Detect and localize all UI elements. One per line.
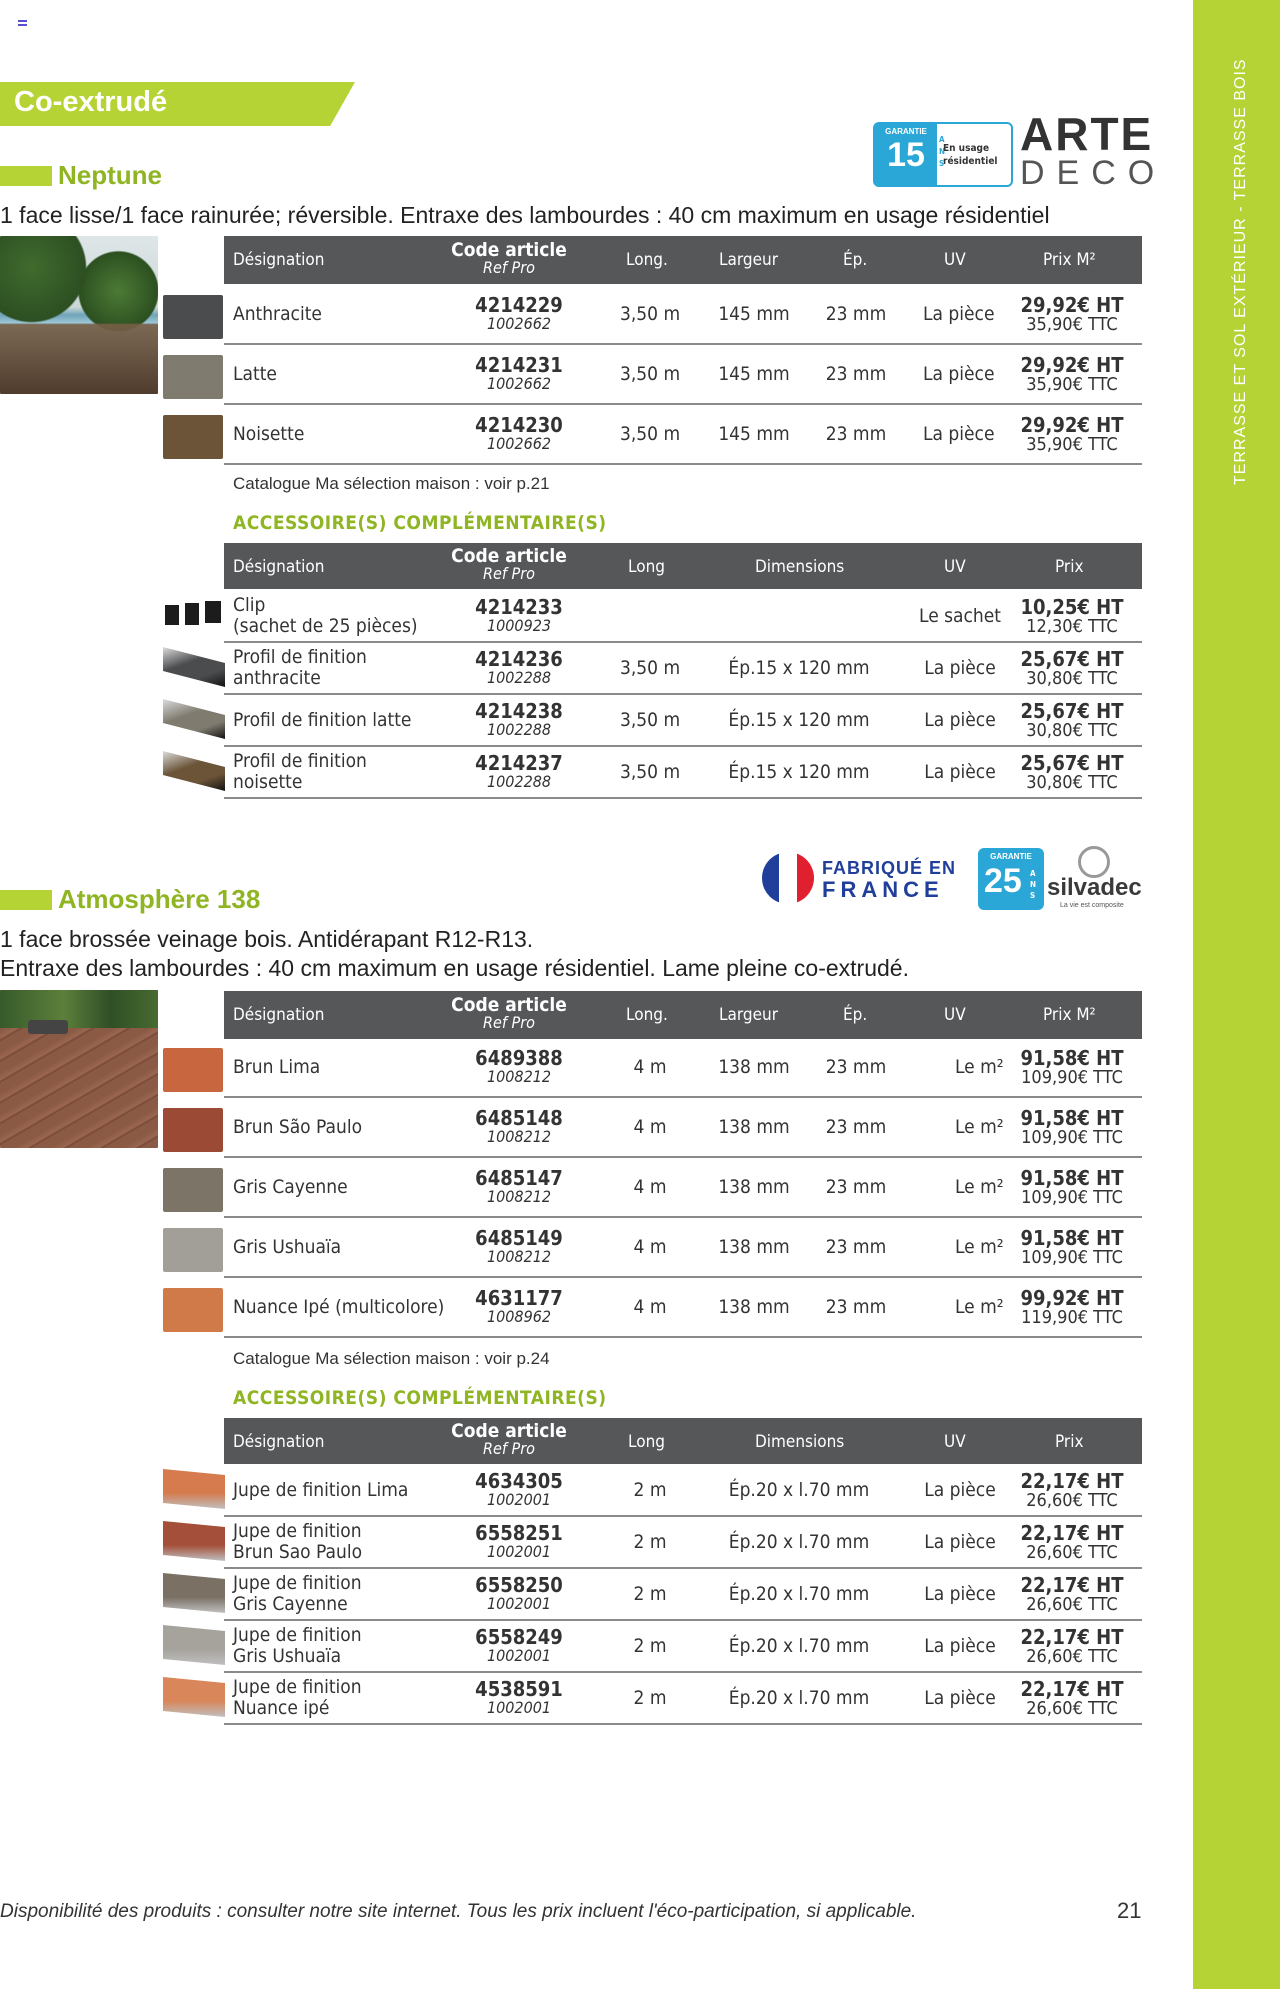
- atmosphere-marker: [0, 890, 52, 910]
- unit-value: Le m²: [955, 1236, 1004, 1258]
- unit-value: Le m²: [955, 1296, 1004, 1318]
- length-value: 4 m: [633, 1296, 667, 1318]
- product-code: [464, 1226, 574, 1266]
- price: [1012, 293, 1132, 335]
- code-number: 4214236: [475, 647, 563, 671]
- code-number: 4214233: [475, 595, 563, 619]
- code-number: 6485148: [475, 1106, 563, 1130]
- footer-disclaimer: Disponibilité des produits : consulter notre site internet. Tous les prix incluent l'éco-participation, si applicable.: [0, 1901, 917, 1922]
- length-value: 3,50 m: [620, 423, 681, 445]
- color-swatch: [163, 1048, 223, 1092]
- length-value: 2 m: [633, 1687, 667, 1709]
- width-value: 145 mm: [718, 423, 790, 445]
- price-ht: 99,92€ HT: [1020, 1286, 1124, 1310]
- price-ht: 29,92€ HT: [1020, 293, 1124, 317]
- length-value: 3,50 m: [620, 709, 681, 731]
- length-value: 2 m: [633, 1635, 667, 1657]
- acc-col-uv: UV: [944, 557, 966, 577]
- product-name: Latte: [233, 363, 277, 385]
- ref-pro: 1002001: [486, 1646, 552, 1665]
- acc-col-designation: Désignation: [233, 1432, 325, 1452]
- price: [1012, 647, 1132, 689]
- dimensions-value: Ép.20 x l.70 mm: [728, 1635, 870, 1657]
- code-number: 6485149: [475, 1226, 563, 1250]
- color-swatch: [163, 355, 223, 399]
- col-designation: Désignation: [233, 250, 325, 270]
- price-ttc: 35,90€ TTC: [1026, 314, 1118, 335]
- width-value: 138 mm: [718, 1296, 790, 1318]
- col-prix: Prix M²: [1043, 250, 1096, 270]
- code-number: 6558250: [475, 1573, 563, 1597]
- product-name-line2: anthracite: [233, 667, 321, 689]
- skirting-swatch: [163, 1521, 225, 1561]
- code-number: 4214231: [475, 353, 563, 377]
- price-ht: 91,58€ HT: [1020, 1046, 1124, 1070]
- ref-pro: 1002288: [486, 668, 552, 687]
- thickness-value: 23 mm: [825, 1116, 887, 1138]
- product-code: [464, 1106, 574, 1146]
- atmosphere-photo: [0, 990, 158, 1148]
- price-ht: 91,58€ HT: [1020, 1166, 1124, 1190]
- code-number: 4538591: [475, 1677, 563, 1701]
- product-code: [464, 1046, 574, 1086]
- color-swatch: [163, 1168, 223, 1212]
- neptune-acc-header: [224, 543, 1142, 589]
- price-ht: 22,17€ HT: [1020, 1625, 1124, 1649]
- made-in-france-logo: FABRIQUÉ EN FRANCE: [822, 858, 957, 902]
- length-value: 3,50 m: [620, 657, 681, 679]
- thickness-value: 23 mm: [825, 363, 887, 385]
- skirting-swatch: [163, 1677, 225, 1717]
- product-name-line2: Nuance ipé: [233, 1697, 330, 1719]
- col-ep: Ép.: [843, 250, 868, 270]
- product-name: Gris Cayenne: [233, 1176, 348, 1198]
- thickness-value: 23 mm: [825, 303, 887, 325]
- ref-pro: 1002662: [486, 434, 552, 453]
- ref-pro: 1002001: [486, 1698, 552, 1717]
- unit-value: La pièce: [924, 1635, 996, 1657]
- skirting-swatch: [163, 1625, 225, 1665]
- product-code: [464, 1521, 574, 1561]
- length-value: 3,50 m: [620, 363, 681, 385]
- length-value: 2 m: [633, 1583, 667, 1605]
- length-value: 4 m: [633, 1176, 667, 1198]
- code-number: 4214237: [475, 751, 563, 775]
- acc-col-prix: Prix: [1055, 557, 1084, 577]
- atmosphere-accessories-title: ACCESSOIRE(S) COMPLÉMENTAIRE(S): [233, 1387, 607, 1409]
- product-name-line1: Jupe de finition: [233, 1572, 362, 1594]
- neptune-description: 1 face lisse/1 face rainurée; réversible. Entraxe des lambourdes : 40 cm maximum en usage résidentiel: [0, 202, 1050, 228]
- width-value: 138 mm: [718, 1236, 790, 1258]
- price: [1012, 1226, 1132, 1268]
- code-number: 4214238: [475, 699, 563, 723]
- product-code: [464, 699, 574, 739]
- ref-pro: 1002001: [486, 1594, 552, 1613]
- ref-pro: 1002288: [486, 720, 552, 739]
- dimensions-value: Ép.15 x 120 mm: [728, 761, 870, 783]
- unit-value: La pièce: [924, 709, 996, 731]
- price-ht: 22,17€ HT: [1020, 1469, 1124, 1493]
- price-ht: 25,67€ HT: [1020, 699, 1124, 723]
- price-ht: 29,92€ HT: [1020, 353, 1124, 377]
- thickness-value: 23 mm: [825, 1236, 887, 1258]
- product-name-line2: Gris Ushuaïa: [233, 1645, 342, 1667]
- thickness-value: 23 mm: [825, 1056, 887, 1078]
- price: [1012, 1106, 1132, 1148]
- silvadec-logo: silvadec: [1047, 874, 1142, 901]
- price-ht: 91,58€ HT: [1020, 1226, 1124, 1250]
- price-ht: 22,17€ HT: [1020, 1677, 1124, 1701]
- acc-col-code: Code article Ref Pro: [451, 1420, 567, 1458]
- neptune-photo: [0, 236, 158, 394]
- price-ttc: 26,60€ TTC: [1026, 1594, 1118, 1615]
- ref-pro: 1008212: [486, 1187, 552, 1206]
- page-number: 21: [1117, 1898, 1142, 1923]
- color-swatch: [163, 1228, 223, 1272]
- product-code: [464, 1166, 574, 1206]
- neptune-title: Neptune: [58, 160, 162, 190]
- neptune-marker: [0, 166, 52, 186]
- acc-col-long: Long: [628, 1432, 665, 1452]
- product-code: [464, 293, 574, 333]
- thickness-value: 23 mm: [825, 423, 887, 445]
- unit-value: Le m²: [955, 1116, 1004, 1138]
- atmosphere-title: Atmosphère 138: [58, 884, 261, 914]
- code-number: 4214230: [475, 413, 563, 437]
- menu-icon[interactable]: [18, 20, 27, 26]
- price: [1012, 353, 1132, 395]
- product-name-line2: (sachet de 25 pièces): [233, 615, 418, 637]
- price-ht: 25,67€ HT: [1020, 647, 1124, 671]
- product-name-line1: Profil de finition: [233, 646, 367, 668]
- unit-value: La pièce: [923, 303, 995, 325]
- france-flag-icon: [762, 852, 814, 904]
- price: [1012, 1625, 1132, 1667]
- code-number: 4634305: [475, 1469, 563, 1493]
- product-name: Jupe de finition Lima: [233, 1479, 409, 1501]
- price: [1012, 1286, 1132, 1328]
- price-ttc: 26,60€ TTC: [1026, 1490, 1118, 1511]
- ref-pro: 1002001: [486, 1542, 552, 1561]
- price-ht: 22,17€ HT: [1020, 1521, 1124, 1545]
- guarantee-15-logo: GARANTIE 15 A N S En usage résidentiel: [873, 122, 1013, 187]
- price-ttc: 26,60€ TTC: [1026, 1698, 1118, 1719]
- col-code: Code article Ref Pro: [451, 239, 567, 277]
- ref-pro: 1008962: [486, 1307, 552, 1326]
- atmosphere-description-2: Entraxe des lambourdes : 40 cm maximum en usage résidentiel. Lame pleine co-extrudé.: [0, 955, 909, 981]
- color-swatch: [163, 1288, 223, 1332]
- col-largeur: Largeur: [719, 1005, 778, 1025]
- unit-value: La pièce: [923, 363, 995, 385]
- col-ep: Ép.: [843, 1005, 868, 1025]
- profile-swatch: [163, 647, 225, 687]
- neptune-catalogue-note: Catalogue Ma sélection maison : voir p.21: [233, 474, 550, 493]
- width-value: 138 mm: [718, 1176, 790, 1198]
- code-number: 6485147: [475, 1166, 563, 1190]
- dimensions-value: Ép.15 x 120 mm: [728, 657, 870, 679]
- atmosphere-table-header: [224, 991, 1142, 1039]
- acc-col-dimensions: Dimensions: [755, 557, 845, 577]
- silvadec-tagline: La vie est composite: [1060, 902, 1124, 909]
- acc-col-code: Code article Ref Pro: [451, 545, 567, 583]
- product-code: [464, 1677, 574, 1717]
- price: [1012, 595, 1132, 637]
- neptune-accessories-title: ACCESSOIRE(S) COMPLÉMENTAIRE(S): [233, 512, 607, 534]
- color-swatch: [163, 1108, 223, 1152]
- table-row[interactable]: [224, 1158, 1142, 1218]
- ref-pro: 1002001: [486, 1490, 552, 1509]
- length-value: 2 m: [633, 1531, 667, 1553]
- price: [1012, 1521, 1132, 1563]
- thickness-value: 23 mm: [825, 1296, 887, 1318]
- ref-pro: 1000923: [486, 616, 552, 635]
- price: [1012, 751, 1132, 793]
- price-ht: 10,25€ HT: [1020, 595, 1124, 619]
- code-number: 6558251: [475, 1521, 563, 1545]
- product-name: Profil de finition latte: [233, 709, 412, 731]
- atmosphere-description-1: 1 face brossée veinage bois. Antidérapant R12-R13.: [0, 926, 534, 952]
- unit-value: La pièce: [924, 1687, 996, 1709]
- product-code: [464, 595, 574, 635]
- unit-value: La pièce: [924, 1531, 996, 1553]
- length-value: 2 m: [633, 1479, 667, 1501]
- arte-deco-logo: ARTE DECO: [1020, 108, 1167, 192]
- product-code: [464, 413, 574, 453]
- product-name-line2: Gris Cayenne: [233, 1593, 348, 1615]
- acc-col-uv: UV: [944, 1432, 966, 1452]
- product-code: [464, 1469, 574, 1509]
- product-name-line1: Profil de finition: [233, 750, 367, 772]
- unit-value: La pièce: [924, 761, 996, 783]
- col-uv: UV: [944, 250, 966, 270]
- price-ht: 22,17€ HT: [1020, 1573, 1124, 1597]
- col-long: Long.: [626, 1005, 668, 1025]
- product-code: [464, 1286, 574, 1326]
- price: [1012, 1677, 1132, 1719]
- price-ttc: 109,90€ TTC: [1021, 1067, 1123, 1088]
- length-value: 4 m: [633, 1116, 667, 1138]
- ref-pro: 1008212: [486, 1067, 552, 1086]
- ref-pro: 1002662: [486, 314, 552, 333]
- col-prix: Prix M²: [1043, 1005, 1096, 1025]
- table-row[interactable]: [224, 1218, 1142, 1278]
- product-name: Anthracite: [233, 303, 322, 325]
- code-number: 4214229: [475, 293, 563, 317]
- ref-pro: 1002662: [486, 374, 552, 393]
- col-code: Code article Ref Pro: [451, 994, 567, 1032]
- table-row[interactable]: [224, 345, 1142, 405]
- acc-col-prix: Prix: [1055, 1432, 1084, 1452]
- price-ttc: 109,90€ TTC: [1021, 1187, 1123, 1208]
- color-swatch: [163, 415, 223, 459]
- product-name-line1: Jupe de finition: [233, 1676, 362, 1698]
- atmosphere-catalogue-note: Catalogue Ma sélection maison : voir p.24: [233, 1349, 550, 1368]
- col-designation: Désignation: [233, 1005, 325, 1025]
- product-name-line2: noisette: [233, 771, 303, 793]
- product-code: [464, 353, 574, 393]
- price-ttc: 30,80€ TTC: [1026, 720, 1118, 741]
- skirting-swatch: [163, 1573, 225, 1613]
- side-category-text: TERRASSE ET SOL EXTÉRIEUR - TERRASSE BOIS: [1232, 58, 1249, 485]
- price-ht: 91,58€ HT: [1020, 1106, 1124, 1130]
- code-number: 6489388: [475, 1046, 563, 1070]
- product-code: [464, 751, 574, 791]
- width-value: 138 mm: [718, 1116, 790, 1138]
- clip-icon: [163, 599, 225, 639]
- price-ttc: 26,60€ TTC: [1026, 1646, 1118, 1667]
- unit-value: Le sachet: [919, 605, 1001, 627]
- profile-swatch: [163, 699, 225, 739]
- acc-col-long: Long: [628, 557, 665, 577]
- width-value: 145 mm: [718, 363, 790, 385]
- width-value: 145 mm: [718, 303, 790, 325]
- product-code: [464, 1625, 574, 1665]
- price: [1012, 413, 1132, 455]
- length-value: 3,50 m: [620, 303, 681, 325]
- product-code: [464, 1573, 574, 1613]
- price-ttc: 26,60€ TTC: [1026, 1542, 1118, 1563]
- thickness-value: 23 mm: [825, 1176, 887, 1198]
- length-value: 4 m: [633, 1056, 667, 1078]
- skirting-swatch: [163, 1469, 225, 1509]
- acc-col-dimensions: Dimensions: [755, 1432, 845, 1452]
- ref-pro: 1008212: [486, 1127, 552, 1146]
- unit-value: La pièce: [923, 423, 995, 445]
- unit-value: Le m²: [955, 1176, 1004, 1198]
- dimensions-value: Ép.20 x l.70 mm: [728, 1479, 870, 1501]
- price-ttc: 109,90€ TTC: [1021, 1127, 1123, 1148]
- neptune-table-header: [224, 236, 1142, 284]
- guarantee-25-logo: GARANTIE 25 A N S: [978, 848, 1044, 910]
- table-row[interactable]: [224, 405, 1142, 465]
- price: [1012, 1166, 1132, 1208]
- product-name: Brun São Paulo: [233, 1116, 363, 1138]
- length-value: 3,50 m: [620, 761, 681, 783]
- atmosphere-acc-header: [224, 1418, 1142, 1464]
- unit-value: La pièce: [924, 1479, 996, 1501]
- product-name-line1: Jupe de finition: [233, 1624, 362, 1646]
- ref-pro: 1002288: [486, 772, 552, 791]
- price-ttc: 119,90€ TTC: [1021, 1307, 1123, 1328]
- price: [1012, 699, 1132, 741]
- table-row[interactable]: [224, 285, 1142, 345]
- product-name: Gris Ushuaïa: [233, 1236, 342, 1258]
- price: [1012, 1046, 1132, 1088]
- unit-value: La pièce: [924, 1583, 996, 1605]
- color-swatch: [163, 295, 223, 339]
- price-ttc: 30,80€ TTC: [1026, 668, 1118, 689]
- price-ttc: 109,90€ TTC: [1021, 1247, 1123, 1268]
- dimensions-value: Ép.20 x l.70 mm: [728, 1583, 870, 1605]
- code-number: 6558249: [475, 1625, 563, 1649]
- ref-pro: 1008212: [486, 1247, 552, 1266]
- price-ht: 29,92€ HT: [1020, 413, 1124, 437]
- product-name-line1: Clip: [233, 594, 266, 616]
- price-ttc: 35,90€ TTC: [1026, 374, 1118, 395]
- category-title: Co-extrudé: [14, 86, 168, 118]
- product-name: Noisette: [233, 423, 305, 445]
- price: [1012, 1573, 1132, 1615]
- price-ttc: 12,30€ TTC: [1026, 616, 1118, 637]
- col-long: Long.: [626, 250, 668, 270]
- profile-swatch: [163, 751, 225, 791]
- table-row[interactable]: [224, 1038, 1142, 1098]
- price: [1012, 1469, 1132, 1511]
- product-code: [464, 647, 574, 687]
- price-ttc: 35,90€ TTC: [1026, 434, 1118, 455]
- dimensions-value: Ép.20 x l.70 mm: [728, 1687, 870, 1709]
- dimensions-value: Ép.15 x 120 mm: [728, 709, 870, 731]
- width-value: 138 mm: [718, 1056, 790, 1078]
- dimensions-value: Ép.20 x l.70 mm: [728, 1531, 870, 1553]
- unit-value: La pièce: [924, 657, 996, 679]
- product-name: Brun Lima: [233, 1056, 321, 1078]
- acc-col-designation: Désignation: [233, 557, 325, 577]
- length-value: 4 m: [633, 1236, 667, 1258]
- product-name: Nuance Ipé (multicolore): [233, 1296, 445, 1318]
- col-uv: UV: [944, 1005, 966, 1025]
- product-name-line2: Brun Sao Paulo: [233, 1541, 363, 1563]
- price-ht: 25,67€ HT: [1020, 751, 1124, 775]
- product-name-line1: Jupe de finition: [233, 1520, 362, 1542]
- col-largeur: Largeur: [719, 250, 778, 270]
- price-ttc: 30,80€ TTC: [1026, 772, 1118, 793]
- code-number: 4631177: [475, 1286, 563, 1310]
- unit-value: Le m²: [955, 1056, 1004, 1078]
